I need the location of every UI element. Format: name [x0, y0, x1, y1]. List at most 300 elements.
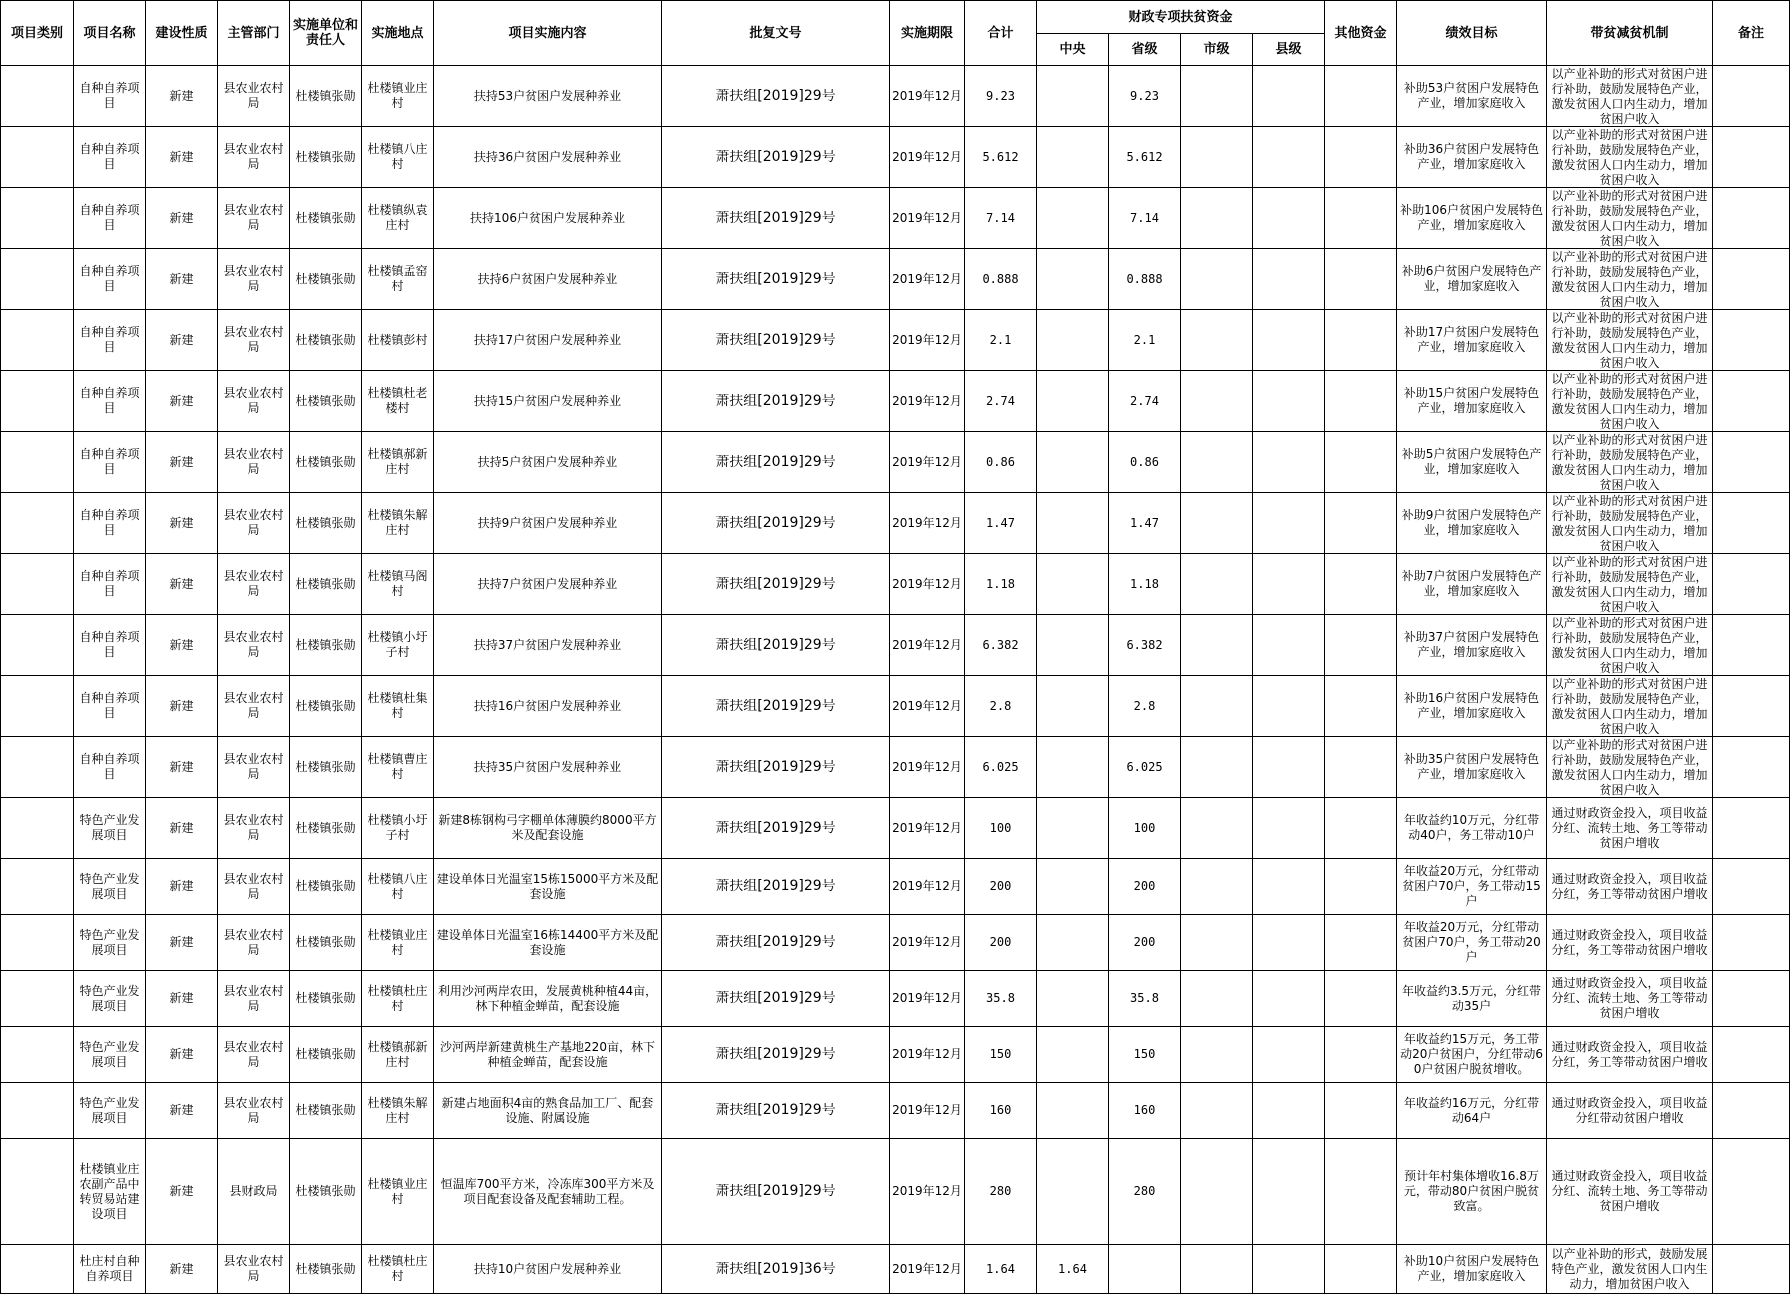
cell-dept-text: 县农业农村局: [223, 691, 284, 720]
table-row: [1, 432, 1790, 493]
cell-name-text: 特色产业发展项目: [79, 871, 140, 901]
cell-mechanism: [1547, 859, 1713, 915]
cell-city: [1181, 554, 1253, 615]
cell-total-text: 2.8: [989, 698, 1012, 713]
cell-dept-text: 县农业农村局: [223, 142, 284, 171]
cell-mechanism: [1547, 554, 1713, 615]
cell-performance: [1397, 1245, 1547, 1294]
cell-provincial: [1109, 1139, 1181, 1245]
table-row: [1, 915, 1790, 971]
cell-mechanism-text: 通过财政资金投入，项目收益分红带动贫困户增收: [1551, 1095, 1708, 1125]
cell-period-text: 2019年12月: [892, 210, 962, 225]
table-row: [1, 971, 1790, 1027]
cell-nature: [146, 859, 218, 915]
cell-approval: [662, 971, 890, 1027]
cell-dept-text: 县农业农村局: [223, 752, 284, 781]
cell-performance: [1397, 859, 1547, 915]
cell-content-text: 扶持7户贫困户发展种养业: [477, 576, 618, 591]
cell-period: [890, 554, 965, 615]
cell-nature-text: 新建: [169, 393, 194, 408]
cell-provincial: [1109, 1083, 1181, 1139]
header-unit: 实施单位和责任人: [290, 1, 362, 66]
cell-approval-text: 萧扶组[2019]36号: [715, 1261, 836, 1277]
cell-content: [434, 371, 662, 432]
cell-content: [434, 432, 662, 493]
cell-performance: [1397, 915, 1547, 971]
cell-name-text: 特色产业发展项目: [79, 1039, 140, 1069]
cell-county: [1253, 554, 1325, 615]
cell-remark: [1713, 432, 1790, 493]
cell-mechanism: [1547, 1245, 1713, 1294]
cell-total: [965, 66, 1037, 127]
cell-unit: [290, 554, 362, 615]
cell-performance: [1397, 310, 1547, 371]
cell-total: [965, 1083, 1037, 1139]
cell-name-text: 特色产业发展项目: [79, 1095, 140, 1125]
cell-nature-text: 新建: [169, 698, 194, 713]
cell-city: [1181, 676, 1253, 737]
cell-dept: [218, 915, 290, 971]
cell-total-text: 1.18: [986, 576, 1015, 591]
cell-period-text: 2019年12月: [892, 1261, 962, 1276]
cell-approval-text: 萧扶组[2019]29号: [715, 210, 836, 226]
cell-name: [74, 859, 146, 915]
table-row: [1, 798, 1790, 859]
cell-provincial-text: 150: [1133, 1047, 1156, 1061]
cell-city: [1181, 615, 1253, 676]
cell-content-text: 扶持36户贫困户发展种养业: [473, 149, 622, 164]
cell-unit: [290, 798, 362, 859]
cell-category: [1, 493, 74, 554]
cell-county: [1253, 1027, 1325, 1083]
cell-provincial: [1109, 371, 1181, 432]
table-row: [1, 1245, 1790, 1294]
cell-provincial: [1109, 493, 1181, 554]
cell-provincial-text: 1.47: [1130, 515, 1159, 530]
cell-unit-text: 杜楼镇张勋: [295, 149, 356, 164]
cell-nature: [146, 432, 218, 493]
cell-provincial-text: 6.025: [1126, 759, 1163, 774]
cell-approval-text: 萧扶组[2019]29号: [715, 454, 836, 470]
cell-unit: [290, 310, 362, 371]
cell-other: [1325, 798, 1397, 859]
cell-unit: [290, 432, 362, 493]
cell-dept: [218, 66, 290, 127]
cell-provincial: [1109, 915, 1181, 971]
table-row: [1, 66, 1790, 127]
cell-period-text: 2019年12月: [892, 515, 962, 530]
cell-central: [1037, 432, 1109, 493]
header-fiscal: 财政专项扶贫资金: [1037, 1, 1325, 34]
cell-other: [1325, 1027, 1397, 1083]
cell-dept: [218, 310, 290, 371]
cell-central: [1037, 1083, 1109, 1139]
cell-location: [362, 1139, 434, 1245]
cell-location-text: 杜楼镇曹庄村: [367, 752, 428, 781]
cell-mechanism-text: 以产业补助的形式对贫困户进行补助，鼓励发展特色产业，激发贫困人口内生动力，增加贫困户收入: [1551, 493, 1708, 553]
cell-city: [1181, 432, 1253, 493]
cell-dept: [218, 1139, 290, 1245]
cell-performance-text: 补助7户贫困户发展特色产业，增加家庭收入: [1401, 569, 1542, 598]
cell-provincial: [1109, 554, 1181, 615]
cell-remark: [1713, 554, 1790, 615]
cell-location-text: 杜楼镇马阁村: [367, 569, 428, 598]
cell-performance: [1397, 432, 1547, 493]
header-mechanism: 带贫减贫机制: [1547, 1, 1713, 66]
cell-central: [1037, 915, 1109, 971]
cell-period: [890, 1245, 965, 1294]
cell-county: [1253, 310, 1325, 371]
cell-period: [890, 798, 965, 859]
cell-unit-text: 杜楼镇张勋: [295, 332, 356, 347]
cell-content-text: 恒温库700平方米，冷冻库300平方米及项目配套设备及配套辅助工程。: [440, 1176, 655, 1206]
cell-unit: [290, 371, 362, 432]
cell-name-text: 自种自养项目: [79, 264, 140, 293]
cell-nature: [146, 1027, 218, 1083]
cell-central: [1037, 554, 1109, 615]
cell-provincial: [1109, 249, 1181, 310]
cell-total: [965, 676, 1037, 737]
cell-content-text: 扶持17户贫困户发展种养业: [473, 332, 622, 347]
cell-total: [965, 1027, 1037, 1083]
cell-county: [1253, 371, 1325, 432]
cell-category: [1, 1139, 74, 1245]
cell-dept-text: 县农业农村局: [223, 264, 284, 293]
cell-period: [890, 615, 965, 676]
cell-performance: [1397, 676, 1547, 737]
cell-dept-text: 县农业农村局: [223, 325, 284, 354]
cell-name: [74, 310, 146, 371]
cell-total-text: 9.23: [986, 88, 1015, 103]
header-remark: 备注: [1713, 1, 1790, 66]
cell-total: [965, 554, 1037, 615]
cell-provincial: [1109, 676, 1181, 737]
cell-other: [1325, 676, 1397, 737]
cell-location-text: 杜楼镇彭村: [367, 332, 428, 347]
cell-content-text: 扶持35户贫困户发展种养业: [473, 759, 622, 774]
cell-total-text: 6.025: [982, 759, 1019, 774]
cell-content: [434, 737, 662, 798]
table-row: [1, 371, 1790, 432]
cell-city: [1181, 188, 1253, 249]
cell-name-text: 自种自养项目: [79, 508, 140, 537]
table-row: [1, 859, 1790, 915]
cell-mechanism-text: 通过财政资金投入，项目收益分红，务工等带动贫困户增收: [1551, 1039, 1708, 1069]
cell-dept-text: 县农业农村局: [223, 1095, 284, 1125]
cell-period-text: 2019年12月: [892, 698, 962, 713]
cell-provincial-text: 2.8: [1133, 698, 1156, 713]
cell-period-text: 2019年12月: [892, 637, 962, 652]
cell-dept-text: 县农业农村局: [223, 871, 284, 901]
cell-content-text: 扶持106户贫困户发展种养业: [470, 210, 625, 225]
table-row: [1, 1083, 1790, 1139]
cell-mechanism-text: 以产业补助的形式，鼓励发展特色产业，激发贫困人口内生动力，增加贫困户收入: [1551, 1246, 1708, 1291]
cell-dept-text: 县农业农村局: [223, 508, 284, 537]
cell-name: [74, 1083, 146, 1139]
cell-unit-text: 杜楼镇张勋: [295, 820, 356, 835]
cell-content-text: 建设单体日光温室16栋14400平方米及配套设施: [436, 927, 659, 957]
cell-unit-text: 杜楼镇张勋: [295, 271, 356, 286]
cell-nature: [146, 1245, 218, 1294]
cell-location: [362, 971, 434, 1027]
header-category: 项目类别: [1, 1, 74, 66]
cell-performance-text: 年收益约15万元，务工带动20户贫困户，分红带动60户贫困户脱贫增收。: [1400, 1032, 1543, 1076]
cell-nature-text: 新建: [169, 637, 194, 652]
cell-period-text: 2019年12月: [892, 576, 962, 591]
cell-performance-text: 补助10户贫困户发展特色产业，增加家庭收入: [1403, 1254, 1540, 1283]
cell-remark: [1713, 1245, 1790, 1294]
cell-mechanism-text: 以产业补助的形式对贫困户进行补助，鼓励发展特色产业，激发贫困人口内生动力，增加贫困户收入: [1551, 310, 1708, 370]
cell-location-text: 杜楼镇业庄村: [367, 81, 428, 110]
cell-mechanism-text: 通过财政资金投入，项目收益分红，务工等带动贫困户增收: [1551, 871, 1708, 901]
cell-nature: [146, 554, 218, 615]
cell-approval-text: 萧扶组[2019]29号: [715, 820, 836, 836]
cell-unit: [290, 615, 362, 676]
cell-content: [434, 1245, 662, 1294]
cell-dept-text: 县农业农村局: [223, 1254, 284, 1283]
cell-nature: [146, 310, 218, 371]
cell-approval-text: 萧扶组[2019]29号: [715, 1184, 836, 1199]
cell-remark: [1713, 371, 1790, 432]
cell-unit: [290, 66, 362, 127]
cell-total-text: 35.8: [986, 991, 1015, 1005]
cell-dept: [218, 615, 290, 676]
header-other: 其他资金: [1325, 1, 1397, 66]
cell-content: [434, 66, 662, 127]
cell-remark: [1713, 1139, 1790, 1245]
cell-total-text: 280: [989, 1184, 1012, 1198]
cell-category: [1, 554, 74, 615]
cell-unit-text: 杜楼镇张勋: [295, 991, 356, 1005]
cell-unit-text: 杜楼镇张勋: [295, 1184, 356, 1198]
cell-nature-text: 新建: [169, 1261, 194, 1276]
cell-unit-text: 杜楼镇张勋: [295, 210, 356, 225]
cell-total: [965, 1139, 1037, 1245]
cell-name-text: 杜楼镇业庄农副产品中转贸易站建设项目: [79, 1161, 140, 1221]
cell-provincial: [1109, 1027, 1181, 1083]
cell-total-text: 1.47: [986, 515, 1015, 530]
cell-performance-text: 补助9户贫困户发展特色产业，增加家庭收入: [1401, 508, 1542, 537]
cell-central: [1037, 615, 1109, 676]
cell-total: [965, 188, 1037, 249]
cell-unit: [290, 737, 362, 798]
cell-content: [434, 249, 662, 310]
cell-performance-text: 补助37户贫困户发展特色产业，增加家庭收入: [1403, 630, 1540, 659]
cell-approval: [662, 127, 890, 188]
cell-name: [74, 188, 146, 249]
cell-county: [1253, 676, 1325, 737]
cell-total: [965, 737, 1037, 798]
cell-period-text: 2019年12月: [892, 879, 962, 893]
cell-content-text: 扶持15户贫困户发展种养业: [473, 393, 622, 408]
cell-content: [434, 188, 662, 249]
cell-name-text: 自种自养项目: [79, 630, 140, 659]
cell-approval-text: 萧扶组[2019]29号: [715, 1047, 836, 1062]
cell-name: [74, 66, 146, 127]
cell-remark: [1713, 1083, 1790, 1139]
cell-county: [1253, 432, 1325, 493]
cell-dept-text: 县农业农村局: [223, 386, 284, 415]
cell-unit: [290, 915, 362, 971]
table-row: [1, 493, 1790, 554]
cell-total: [965, 859, 1037, 915]
cell-nature: [146, 66, 218, 127]
cell-remark: [1713, 127, 1790, 188]
cell-central: [1037, 249, 1109, 310]
cell-total-text: 150: [989, 1047, 1012, 1061]
cell-city: [1181, 1245, 1253, 1294]
header-period: 实施期限: [890, 1, 965, 66]
cell-approval: [662, 798, 890, 859]
cell-city: [1181, 371, 1253, 432]
cell-county: [1253, 249, 1325, 310]
cell-total-text: 200: [989, 879, 1012, 893]
header-location: 实施地点: [362, 1, 434, 66]
cell-mechanism-text: 通过财政资金投入，项目收益分红，务工等带动贫困户增收: [1551, 927, 1708, 957]
cell-location: [362, 493, 434, 554]
cell-nature: [146, 127, 218, 188]
cell-other: [1325, 249, 1397, 310]
cell-period: [890, 1083, 965, 1139]
cell-name: [74, 371, 146, 432]
cell-dept-text: 县农业农村局: [223, 81, 284, 110]
cell-category: [1, 1245, 74, 1294]
cell-mechanism-text: 以产业补助的形式对贫困户进行补助，鼓励发展特色产业，激发贫困人口内生动力，增加贫困户收入: [1551, 249, 1708, 309]
cell-period-text: 2019年12月: [892, 991, 962, 1005]
cell-name-text: 自种自养项目: [79, 569, 140, 598]
cell-content: [434, 1139, 662, 1245]
cell-name: [74, 737, 146, 798]
cell-city: [1181, 1027, 1253, 1083]
cell-provincial: [1109, 615, 1181, 676]
cell-content-text: 扶持37户贫困户发展种养业: [473, 637, 622, 652]
cell-period-text: 2019年12月: [892, 332, 962, 347]
cell-other: [1325, 188, 1397, 249]
cell-performance: [1397, 615, 1547, 676]
cell-central: [1037, 1245, 1109, 1294]
cell-content-text: 利用沙河两岸农田，发展黄桃种植44亩，林下种植金蝉苗，配套设施: [437, 983, 658, 1013]
cell-category: [1, 1027, 74, 1083]
cell-performance-text: 补助36户贫困户发展特色产业，增加家庭收入: [1403, 142, 1540, 171]
cell-period: [890, 66, 965, 127]
cell-content: [434, 1083, 662, 1139]
cell-city: [1181, 971, 1253, 1027]
cell-unit: [290, 249, 362, 310]
cell-central: [1037, 1139, 1109, 1245]
cell-nature: [146, 1083, 218, 1139]
cell-total-text: 1.64: [986, 1261, 1015, 1276]
cell-nature: [146, 371, 218, 432]
cell-city: [1181, 249, 1253, 310]
header-content: 项目实施内容: [434, 1, 662, 66]
cell-location: [362, 676, 434, 737]
cell-location-text: 杜楼镇业庄村: [367, 1176, 428, 1206]
cell-central: [1037, 798, 1109, 859]
cell-category: [1, 676, 74, 737]
cell-central: [1037, 371, 1109, 432]
cell-location: [362, 798, 434, 859]
cell-unit-text: 杜楼镇张勋: [295, 88, 356, 103]
cell-other: [1325, 737, 1397, 798]
cell-location: [362, 1083, 434, 1139]
cell-central: [1037, 737, 1109, 798]
cell-nature-text: 新建: [169, 454, 194, 469]
cell-approval-text: 萧扶组[2019]29号: [715, 637, 836, 653]
cell-content-text: 新建8栋钢构弓字棚单体薄膜约8000平方米及配套设施: [438, 813, 657, 842]
cell-central: [1037, 310, 1109, 371]
header-provincial: 省级: [1109, 34, 1181, 66]
cell-period: [890, 1139, 965, 1245]
table-row: [1, 676, 1790, 737]
table-row: [1, 1139, 1790, 1245]
cell-location: [362, 127, 434, 188]
cell-dept: [218, 554, 290, 615]
cell-location-text: 杜楼镇杜庄村: [367, 1254, 428, 1283]
cell-performance-text: 年收益约3.5万元，分红带动35户: [1401, 983, 1542, 1013]
cell-location: [362, 66, 434, 127]
cell-content-text: 扶持10户贫困户发展种养业: [473, 1261, 622, 1276]
cell-unit-text: 杜楼镇张勋: [295, 1047, 356, 1061]
cell-remark: [1713, 737, 1790, 798]
cell-provincial-text: 0.888: [1126, 271, 1163, 286]
cell-provincial: [1109, 432, 1181, 493]
cell-location-text: 杜楼镇杜庄村: [367, 983, 428, 1013]
cell-county: [1253, 1083, 1325, 1139]
cell-content-text: 扶持9户贫困户发展种养业: [477, 515, 618, 530]
cell-name-text: 自种自养项目: [79, 203, 140, 232]
cell-category: [1, 859, 74, 915]
cell-other: [1325, 971, 1397, 1027]
cell-nature: [146, 188, 218, 249]
cell-provincial-text: 200: [1133, 935, 1156, 949]
cell-period: [890, 249, 965, 310]
cell-mechanism-text: 以产业补助的形式对贫困户进行补助，鼓励发展特色产业，激发贫困人口内生动力，增加贫困户收入: [1551, 432, 1708, 492]
cell-dept-text: 县农业农村局: [223, 927, 284, 957]
cell-name-text: 特色产业发展项目: [79, 927, 140, 957]
cell-performance-text: 补助35户贫困户发展特色产业，增加家庭收入: [1403, 752, 1540, 781]
cell-period-text: 2019年12月: [892, 935, 962, 949]
cell-dept-text: 县财政局: [229, 1184, 278, 1198]
cell-location-text: 杜楼镇小圩子村: [367, 630, 428, 659]
cell-location-text: 杜楼镇杜集村: [367, 691, 428, 720]
header-central: 中央: [1037, 34, 1109, 66]
cell-mechanism-text: 以产业补助的形式对贫困户进行补助，鼓励发展特色产业，激发贫困人口内生动力，增加贫困户收入: [1551, 127, 1708, 187]
cell-location-text: 杜楼镇朱解庄村: [367, 1095, 428, 1125]
cell-other: [1325, 432, 1397, 493]
cell-other: [1325, 915, 1397, 971]
cell-category: [1, 66, 74, 127]
cell-location: [362, 1245, 434, 1294]
cell-mechanism: [1547, 371, 1713, 432]
cell-mechanism: [1547, 615, 1713, 676]
cell-approval-text: 萧扶组[2019]29号: [715, 515, 836, 531]
cell-provincial: [1109, 188, 1181, 249]
cell-approval: [662, 554, 890, 615]
cell-content: [434, 1027, 662, 1083]
cell-unit-text: 杜楼镇张勋: [295, 698, 356, 713]
cell-provincial-text: 200: [1133, 879, 1156, 893]
cell-nature-text: 新建: [169, 879, 194, 893]
cell-approval-text: 萧扶组[2019]29号: [715, 935, 836, 950]
header-total: 合计: [965, 1, 1037, 66]
cell-remark: [1713, 310, 1790, 371]
cell-approval-text: 萧扶组[2019]29号: [715, 1103, 836, 1118]
cell-total-text: 2.74: [986, 393, 1015, 408]
cell-other: [1325, 310, 1397, 371]
cell-category: [1, 188, 74, 249]
header-county: 县级: [1253, 34, 1325, 66]
cell-period: [890, 676, 965, 737]
